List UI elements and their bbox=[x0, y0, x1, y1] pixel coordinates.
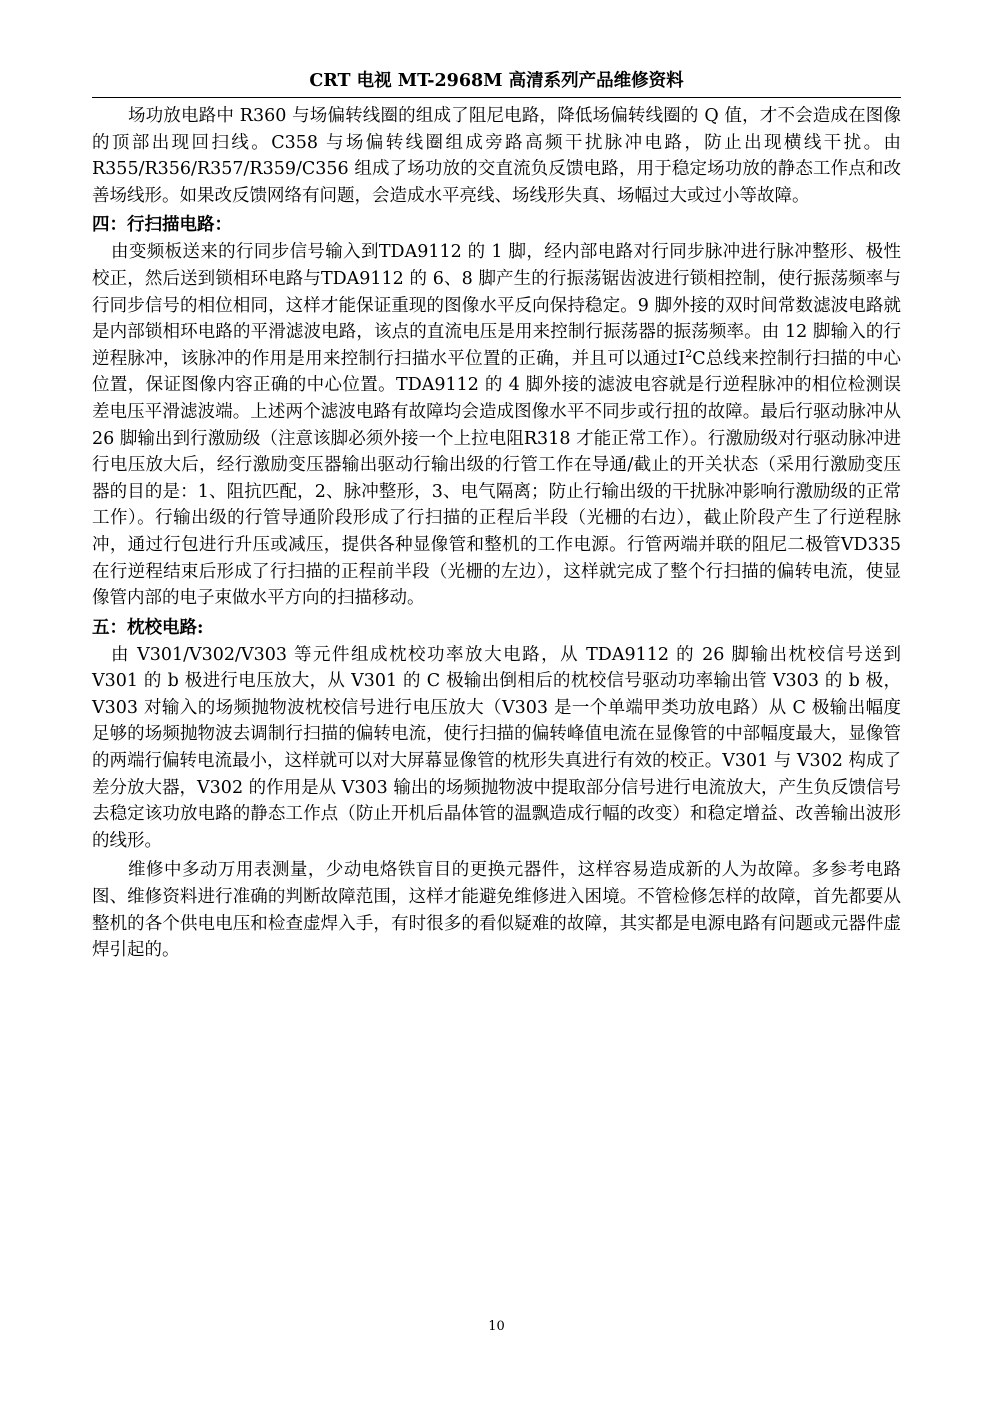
paragraph-pincushion: 由 V301/V302/V303 等元件组成枕校功率放大电路，从 TDA9112 的 26 脚输出枕校信号送到 V301 的 b 极进行电压放大，从 V301 的 C 极输出倒相后的枕校信号驱动功率输出管 V303 的 b 极，V303 对输入的场频抛物波枕校信号进行电压放大（V303 是一个单端甲类功放电路）从 C 极输出幅度足够的场频抛物波去调制行扫描的偏转电流，使行扫描的偏转峰值电流在显像管的中部幅度最大，显像管的两端行偏转电流最小，这样就可以对大屏幕显像管的枕形失真进行有效的校正。V301 与 V302 构成了差分放大器，V302 的作用是从 V303 输出的场频抛物波中提取部分信号进行电流放大，产生负反馈信号去稳定该功放电路的静态工作点（防止开机后晶体管的温飘造成行幅的改变）和稳定增益、改善输出波形的线形。 bbox=[92, 644, 901, 851]
document-body bbox=[92, 103, 901, 964]
paragraph-field-output-damping: 场功放电路中 R360 与场偏转线圈的组成了阻尼电路，降低场偏转线圈的 Q 值，才不会造成在图像的顶部出现回扫线。C358 与场偏转线圈组成旁路高频干扰脉冲电路，防止出现横线干扰。由 R355/R356/R357/R359/C356 组成了场功放的交直流负反馈电路，用于稳定场功放的静态工作点和改善场线形。如果改反馈网络有问题，会造成水平亮线、场线形失真、场幅过大或过小等故障。 bbox=[92, 106, 901, 206]
paragraph-repair-tips: 维修中多动万用表测量，少动电烙铁盲目的更换元器件，这样容易造成新的人为故障。多参考电路图、维修资料进行准确的判断故障范围，这样才能避免维修进入困境。不管检修怎样的故障，首先都要从整机的各个供电电压和检查虚焊入手，有时很多的看似疑难的故障，其实都是电源电路有问题或元器件虚焊引起的。 bbox=[92, 860, 901, 961]
paragraph-horizontal-scan-part1: 由变频板送来的行同步信号输入到TDA9112 的 1 脚，经内部电路对行同步脉冲进行脉冲整形、极性校正，然后送到锁相环电路与TDA9112 的 6、8 脚产生的行振荡锯齿波进行锁相控制，使行振荡频率与行同步信号的相位相同，这样才能保证重现的图像水平反向保持稳定。9 脚外接的双时间常数滤波电路就是内部锁相环电路的平滑滤波电路，该点的直流电压是用来控制行振荡器的振荡频率。由 12 脚输入的行逆程脉冲，该脉冲的作用是用来控制行扫描水平位置的正确，并且可以通过I bbox=[92, 242, 901, 369]
section-heading-pincushion: 五：枕校电路: bbox=[92, 617, 204, 638]
page-header-title: CRT 电视 MT-2968M 高清系列产品维修资料 bbox=[309, 71, 684, 91]
header-divider bbox=[92, 97, 901, 98]
paragraph-horizontal-scan-part2: C总线来控制行扫描的中心位置，保证图像内容正确的中心位置。TDA9112 的 4 脚外接的滤波电容就是行逆程脉冲的相位检测误差电压平滑滤波端。上述两个滤波电路有故障均会造成图像水平不同步或行扭的故障。最后行驱动脉冲从 26 脚输出到行激励级（注意该脚必须外接一个上拉电阻R318 才能正常工作）。行激励级对行驱动脉冲进行电压放大后，经行激励变压器输出驱动行输出级的行管工作在导通/截止的开关状态（采用行激励变压器的目的是：1、阻抗匹配，2、脉冲整形，3、电气隔离；防止行输出级的干扰脉冲影响行激励级的正常工作）。行输出级的行管导通阶段形成了行扫描的正程后半段（光栅的右边），截止阶段产生了行逆程脉冲，通过行包进行升压或减压，提供各种显像管和整机的工作电源。行管两端并联的阻尼二极管VD335 在行逆程结束后形成了行扫描的正程前半段（光栅的左边），这样就完成了整个行扫描的偏转电流，使显像管内部的电子束做水平方向的扫描移动。 bbox=[92, 348, 901, 609]
page-number: 10 bbox=[488, 1319, 505, 1334]
superscript-i2c: 2 bbox=[685, 346, 693, 360]
section-heading-horizontal-scan: 四：行扫描电路： bbox=[92, 215, 232, 236]
paragraph-horizontal-scan bbox=[92, 239, 901, 611]
